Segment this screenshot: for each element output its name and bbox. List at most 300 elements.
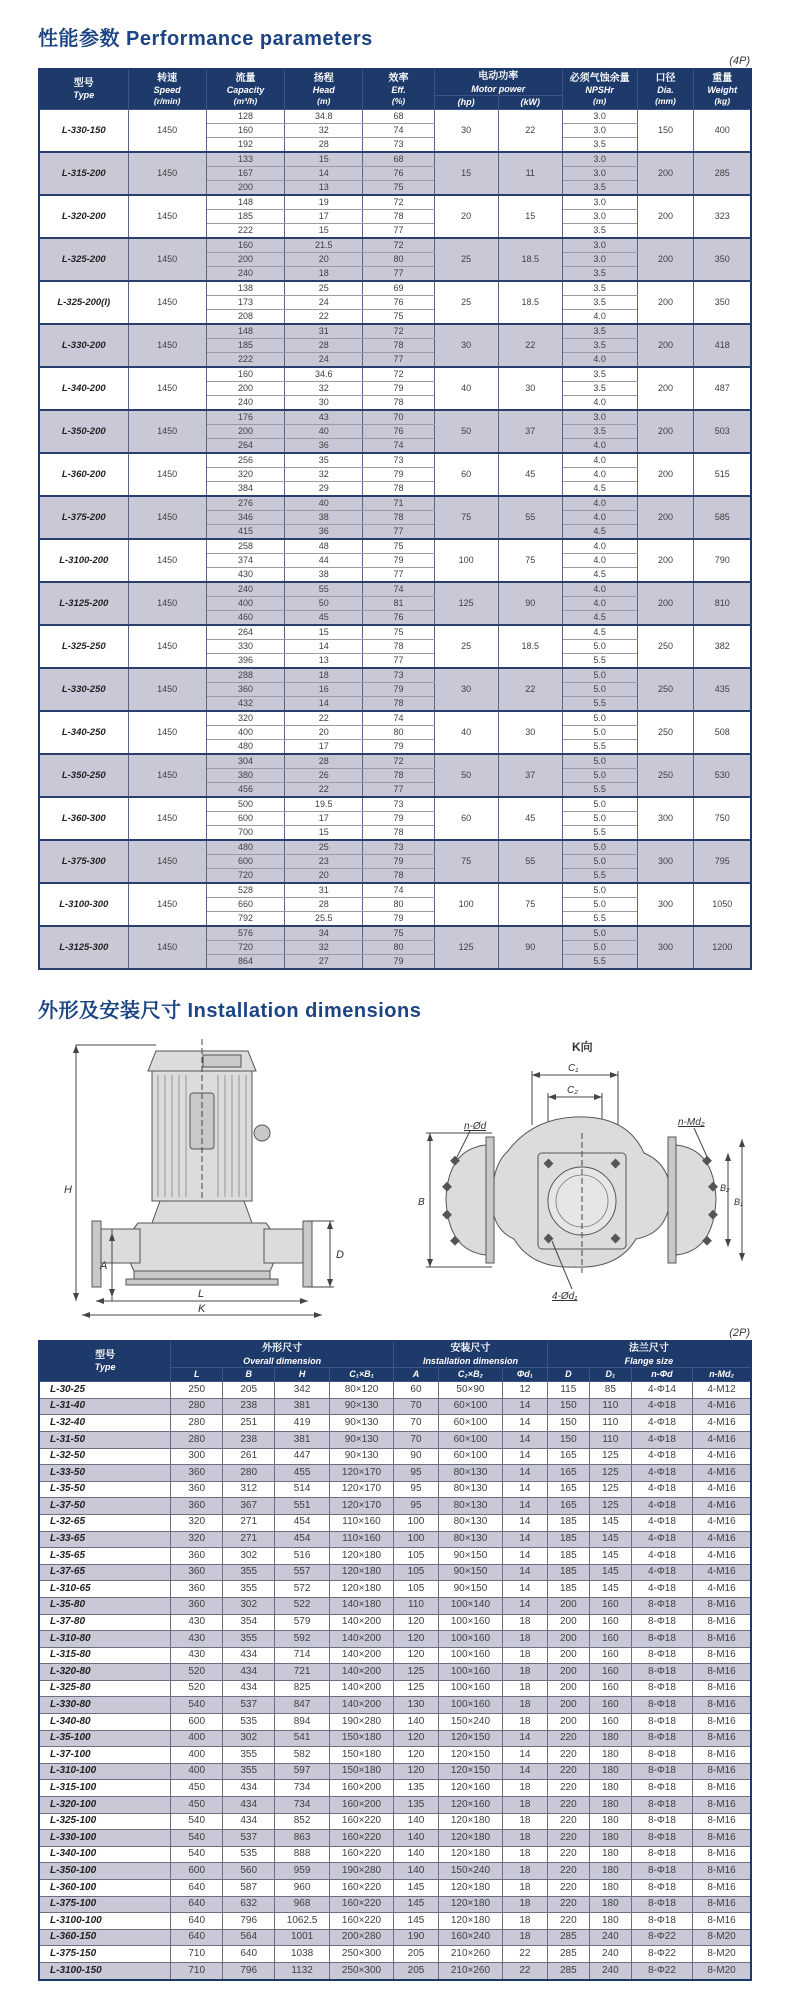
cell-value: 381 bbox=[275, 1431, 330, 1448]
cell-value: 160×220 bbox=[329, 1896, 393, 1913]
cell-value: 582 bbox=[275, 1747, 330, 1764]
cell-value: 18 bbox=[502, 1830, 547, 1847]
cell-head: 32 bbox=[285, 382, 363, 396]
cell-speed: 1450 bbox=[128, 110, 206, 153]
cell-value: 18 bbox=[502, 1664, 547, 1681]
cell-head: 25 bbox=[285, 281, 363, 296]
cell-eff: 79 bbox=[363, 812, 434, 826]
cell-capacity: 720 bbox=[206, 869, 284, 884]
cell-value: 360 bbox=[171, 1548, 223, 1565]
cell-speed: 1450 bbox=[128, 324, 206, 367]
inst-row bbox=[39, 1962, 751, 1979]
cell-value: 710 bbox=[171, 1962, 223, 1979]
cell-value: 8-M16 bbox=[693, 1714, 751, 1731]
cell-capacity: 173 bbox=[206, 296, 284, 310]
cell-value: 537 bbox=[223, 1697, 275, 1714]
cell-value: 200×280 bbox=[329, 1929, 393, 1946]
cell-value: 8-M16 bbox=[693, 1631, 751, 1648]
cell-eff: 75 bbox=[363, 926, 434, 941]
cell-weight: 350 bbox=[694, 238, 751, 281]
cell-value: 8-Φ18 bbox=[631, 1913, 692, 1930]
cell-value: 400 bbox=[171, 1763, 223, 1780]
cell-type: L-325-100 bbox=[39, 1813, 171, 1830]
cell-value: 285 bbox=[547, 1962, 589, 1979]
cell-type: L-375-100 bbox=[39, 1896, 171, 1913]
cell-dia: 300 bbox=[637, 840, 694, 883]
cell-value: 8-M16 bbox=[693, 1647, 751, 1664]
cell-type: L-375-150 bbox=[39, 1946, 171, 1963]
cell-type: L-340-200 bbox=[39, 367, 128, 410]
cell-npshr: 5.5 bbox=[562, 697, 637, 712]
cell-npshr: 3.5 bbox=[562, 138, 637, 153]
cell-value: 360 bbox=[171, 1564, 223, 1581]
cell-capacity: 320 bbox=[206, 711, 284, 726]
inst-row bbox=[39, 1631, 751, 1648]
cell-value: 522 bbox=[275, 1597, 330, 1614]
cell-value: 90×130 bbox=[329, 1448, 393, 1465]
pump-k-view-drawing bbox=[412, 1033, 752, 1323]
perf-row bbox=[39, 883, 751, 898]
cell-eff: 79 bbox=[363, 912, 434, 927]
inst-row bbox=[39, 1730, 751, 1747]
cell-value: 120×160 bbox=[438, 1780, 502, 1797]
cell-value: 579 bbox=[275, 1614, 330, 1631]
cell-type: L-360-200 bbox=[39, 453, 128, 496]
cell-type: L-3100-150 bbox=[39, 1962, 171, 1979]
cell-hp: 125 bbox=[434, 582, 498, 625]
cell-value: 120×180 bbox=[438, 1913, 502, 1930]
cell-value: 8-M16 bbox=[693, 1780, 751, 1797]
cell-value: 354 bbox=[223, 1614, 275, 1631]
cell-value: 120×180 bbox=[438, 1880, 502, 1897]
cell-weight: 350 bbox=[694, 281, 751, 324]
cell-capacity: 384 bbox=[206, 482, 284, 497]
col-d: D₁ bbox=[589, 1368, 631, 1382]
cell-type: L-350-200 bbox=[39, 410, 128, 453]
cell-value: 220 bbox=[547, 1797, 589, 1814]
cell-dia: 250 bbox=[637, 754, 694, 797]
cell-weight: 503 bbox=[694, 410, 751, 453]
cell-value: 592 bbox=[275, 1631, 330, 1648]
cell-capacity: 320 bbox=[206, 468, 284, 482]
cell-type: L-315-100 bbox=[39, 1780, 171, 1797]
cell-eff: 77 bbox=[363, 267, 434, 282]
cell-value: 115 bbox=[547, 1382, 589, 1399]
col-d: D bbox=[547, 1368, 589, 1382]
cell-value: 8-M16 bbox=[693, 1830, 751, 1847]
cell-value: 4-Φ18 bbox=[631, 1564, 692, 1581]
cell-value: 450 bbox=[171, 1780, 223, 1797]
cell-value: 434 bbox=[223, 1797, 275, 1814]
cell-npshr: 3.5 bbox=[562, 224, 637, 239]
cell-kw: 30 bbox=[498, 711, 562, 754]
cell-value: 190×280 bbox=[329, 1714, 393, 1731]
cell-value: 381 bbox=[275, 1398, 330, 1415]
cell-value: 8-Φ18 bbox=[631, 1714, 692, 1731]
cell-value: 251 bbox=[223, 1415, 275, 1432]
cell-eff: 78 bbox=[363, 869, 434, 884]
cell-npshr: 4.0 bbox=[562, 511, 637, 525]
cell-value: 8-M16 bbox=[693, 1597, 751, 1614]
cell-capacity: 192 bbox=[206, 138, 284, 153]
cell-value: 180 bbox=[589, 1797, 631, 1814]
cell-kw: 37 bbox=[498, 754, 562, 797]
cell-weight: 1200 bbox=[694, 926, 751, 969]
cell-speed: 1450 bbox=[128, 668, 206, 711]
cell-value: 8-Φ18 bbox=[631, 1664, 692, 1681]
cell-value: 200 bbox=[547, 1647, 589, 1664]
cell-type: L-32-40 bbox=[39, 1415, 171, 1432]
cell-dia: 200 bbox=[637, 539, 694, 582]
cell-value: 125 bbox=[589, 1498, 631, 1515]
cell-value: 220 bbox=[547, 1913, 589, 1930]
cell-value: 355 bbox=[223, 1564, 275, 1581]
cell-head: 25 bbox=[285, 840, 363, 855]
cell-value: 8-M16 bbox=[693, 1813, 751, 1830]
cell-value: 640 bbox=[171, 1896, 223, 1913]
col-head: 扬程 Head (m) bbox=[285, 69, 363, 110]
cell-capacity: 160 bbox=[206, 124, 284, 138]
cell-value: 600 bbox=[171, 1863, 223, 1880]
cell-value: 60 bbox=[394, 1382, 439, 1399]
cell-value: 4-M16 bbox=[693, 1465, 751, 1482]
cell-value: 165 bbox=[547, 1481, 589, 1498]
cell-value: 240 bbox=[589, 1929, 631, 1946]
cell-npshr: 3.0 bbox=[562, 253, 637, 267]
inst-row bbox=[39, 1714, 751, 1731]
cell-value: 120×160 bbox=[438, 1797, 502, 1814]
cell-value: 18 bbox=[502, 1680, 547, 1697]
cell-eff: 77 bbox=[363, 654, 434, 669]
cell-value: 18 bbox=[502, 1797, 547, 1814]
cell-value: 90×150 bbox=[438, 1548, 502, 1565]
cell-value: 145 bbox=[589, 1514, 631, 1531]
cell-value: 960 bbox=[275, 1880, 330, 1897]
cell-eff: 77 bbox=[363, 224, 434, 239]
cell-value: 14 bbox=[502, 1398, 547, 1415]
cell-value: 852 bbox=[275, 1813, 330, 1830]
cell-value: 14 bbox=[502, 1763, 547, 1780]
perf-row bbox=[39, 496, 751, 511]
inst-row bbox=[39, 1813, 751, 1830]
cell-value: 70 bbox=[394, 1431, 439, 1448]
cell-value: 120 bbox=[394, 1763, 439, 1780]
inst-row bbox=[39, 1763, 751, 1780]
cell-npshr: 5.0 bbox=[562, 683, 637, 697]
inst-row bbox=[39, 1697, 751, 1714]
inst-row bbox=[39, 1929, 751, 1946]
cell-value: 90×130 bbox=[329, 1398, 393, 1415]
cell-value: 180 bbox=[589, 1880, 631, 1897]
dim-label-h: H bbox=[64, 1184, 72, 1197]
cell-value: 150×180 bbox=[329, 1730, 393, 1747]
cell-dia: 200 bbox=[637, 152, 694, 195]
cell-value: 80×130 bbox=[438, 1498, 502, 1515]
cell-type: L-325-80 bbox=[39, 1680, 171, 1697]
cell-head: 22 bbox=[285, 783, 363, 798]
cell-npshr: 4.0 bbox=[562, 582, 637, 597]
cell-value: 4-M16 bbox=[693, 1448, 751, 1465]
cell-dia: 200 bbox=[637, 195, 694, 238]
cell-type: L-330-200 bbox=[39, 324, 128, 367]
cell-capacity: 456 bbox=[206, 783, 284, 798]
cell-value: 520 bbox=[171, 1680, 223, 1697]
cell-value: 4-M16 bbox=[693, 1514, 751, 1531]
cell-value: 271 bbox=[223, 1531, 275, 1548]
cell-value: 847 bbox=[275, 1697, 330, 1714]
cell-dia: 250 bbox=[637, 625, 694, 668]
cell-npshr: 3.0 bbox=[562, 410, 637, 425]
inst-row bbox=[39, 1581, 751, 1598]
cell-value: 14 bbox=[502, 1415, 547, 1432]
cell-speed: 1450 bbox=[128, 410, 206, 453]
cell-type: L-35-65 bbox=[39, 1548, 171, 1565]
cell-value: 18 bbox=[502, 1880, 547, 1897]
cell-value: 360 bbox=[171, 1465, 223, 1482]
cell-value: 14 bbox=[502, 1481, 547, 1498]
cell-value: 145 bbox=[589, 1564, 631, 1581]
cell-value: 514 bbox=[275, 1481, 330, 1498]
cell-value: 320 bbox=[171, 1514, 223, 1531]
cell-head: 28 bbox=[285, 754, 363, 769]
cell-value: 185 bbox=[547, 1581, 589, 1598]
cell-value: 8-Φ18 bbox=[631, 1830, 692, 1847]
cell-value: 220 bbox=[547, 1863, 589, 1880]
cell-value: 180 bbox=[589, 1747, 631, 1764]
cell-speed: 1450 bbox=[128, 281, 206, 324]
cell-hp: 50 bbox=[434, 410, 498, 453]
cell-value: 342 bbox=[275, 1382, 330, 1399]
cell-value: 185 bbox=[547, 1564, 589, 1581]
cell-type: L-375-200 bbox=[39, 496, 128, 539]
cell-head: 13 bbox=[285, 181, 363, 196]
cell-kw: 11 bbox=[498, 152, 562, 195]
cell-value: 535 bbox=[223, 1714, 275, 1731]
cell-head: 19.5 bbox=[285, 797, 363, 812]
cell-eff: 76 bbox=[363, 296, 434, 310]
cell-type: L-30-25 bbox=[39, 1382, 171, 1399]
cell-eff: 79 bbox=[363, 554, 434, 568]
cell-value: 8-M16 bbox=[693, 1680, 751, 1697]
cell-value: 796 bbox=[223, 1913, 275, 1930]
cell-capacity: 430 bbox=[206, 568, 284, 583]
cell-eff: 75 bbox=[363, 539, 434, 554]
cell-weight: 530 bbox=[694, 754, 751, 797]
cell-value: 557 bbox=[275, 1564, 330, 1581]
cell-value: 355 bbox=[223, 1631, 275, 1648]
cell-value: 540 bbox=[171, 1697, 223, 1714]
cell-head: 34.6 bbox=[285, 367, 363, 382]
cell-value: 8-M20 bbox=[693, 1946, 751, 1963]
cell-capacity: 258 bbox=[206, 539, 284, 554]
cell-hp: 40 bbox=[434, 367, 498, 410]
cell-head: 50 bbox=[285, 597, 363, 611]
perf-row bbox=[39, 754, 751, 769]
cell-type: L-325-250 bbox=[39, 625, 128, 668]
cell-value: 4-M16 bbox=[693, 1548, 751, 1565]
cell-value: 80×130 bbox=[438, 1514, 502, 1531]
cell-value: 140 bbox=[394, 1830, 439, 1847]
cell-value: 120 bbox=[394, 1614, 439, 1631]
cell-value: 95 bbox=[394, 1465, 439, 1482]
cell-capacity: 600 bbox=[206, 812, 284, 826]
cell-capacity: 374 bbox=[206, 554, 284, 568]
perf-row bbox=[39, 668, 751, 683]
cell-value: 4-Φ18 bbox=[631, 1548, 692, 1565]
cell-head: 28 bbox=[285, 898, 363, 912]
col-dia: 口径 Dia. (mm) bbox=[637, 69, 694, 110]
cell-eff: 75 bbox=[363, 625, 434, 640]
cell-npshr: 3.0 bbox=[562, 124, 637, 138]
cell-value: 120×180 bbox=[438, 1813, 502, 1830]
cell-head: 34 bbox=[285, 926, 363, 941]
cell-value: 140×200 bbox=[329, 1664, 393, 1681]
cell-value: 60×100 bbox=[438, 1415, 502, 1432]
cell-value: 640 bbox=[223, 1946, 275, 1963]
pole-label-4p: (4P) bbox=[729, 55, 750, 67]
cell-value: 150×240 bbox=[438, 1714, 502, 1731]
cell-value: 100×160 bbox=[438, 1664, 502, 1681]
cell-npshr: 4.0 bbox=[562, 468, 637, 482]
cell-dia: 200 bbox=[637, 324, 694, 367]
cell-npshr: 5.5 bbox=[562, 654, 637, 669]
perf-row bbox=[39, 711, 751, 726]
cell-value: 355 bbox=[223, 1747, 275, 1764]
cell-value: 120 bbox=[394, 1631, 439, 1648]
cell-kw: 90 bbox=[498, 926, 562, 969]
cell-type: L-310-80 bbox=[39, 1631, 171, 1648]
cell-value: 220 bbox=[547, 1763, 589, 1780]
col-speed: 转速 Speed (r/min) bbox=[128, 69, 206, 110]
cell-value: 14 bbox=[502, 1531, 547, 1548]
cell-value: 8-Φ18 bbox=[631, 1730, 692, 1747]
perf-row bbox=[39, 797, 751, 812]
cell-value: 8-Φ18 bbox=[631, 1846, 692, 1863]
cell-value: 140×180 bbox=[329, 1597, 393, 1614]
cell-value: 210×260 bbox=[438, 1962, 502, 1979]
cell-dia: 200 bbox=[637, 238, 694, 281]
cell-value: 360 bbox=[171, 1498, 223, 1515]
cell-value: 140×200 bbox=[329, 1680, 393, 1697]
performance-table bbox=[38, 68, 752, 970]
cell-capacity: 380 bbox=[206, 769, 284, 783]
cell-value: 14 bbox=[502, 1431, 547, 1448]
cell-speed: 1450 bbox=[128, 496, 206, 539]
cell-capacity: 133 bbox=[206, 152, 284, 167]
cell-value: 125 bbox=[394, 1664, 439, 1681]
cell-weight: 487 bbox=[694, 367, 751, 410]
cell-capacity: 432 bbox=[206, 697, 284, 712]
cell-value: 90×130 bbox=[329, 1431, 393, 1448]
inst-row bbox=[39, 1398, 751, 1415]
cell-value: 320 bbox=[171, 1531, 223, 1548]
cell-hp: 25 bbox=[434, 625, 498, 668]
perf-row bbox=[39, 840, 751, 855]
cell-value: 200 bbox=[547, 1680, 589, 1697]
cell-npshr: 5.0 bbox=[562, 711, 637, 726]
cell-npshr: 5.0 bbox=[562, 769, 637, 783]
cell-value: 516 bbox=[275, 1548, 330, 1565]
cell-value: 220 bbox=[547, 1780, 589, 1797]
cell-capacity: 792 bbox=[206, 912, 284, 927]
col-cb: C₂×B₂ bbox=[438, 1368, 502, 1382]
cell-value: 454 bbox=[275, 1531, 330, 1548]
cell-value: 434 bbox=[223, 1647, 275, 1664]
cell-dia: 300 bbox=[637, 883, 694, 926]
dim-label-k: K bbox=[198, 1303, 206, 1316]
cell-capacity: 700 bbox=[206, 826, 284, 841]
cell-value: 434 bbox=[223, 1780, 275, 1797]
cell-value: 90×130 bbox=[329, 1415, 393, 1432]
cell-speed: 1450 bbox=[128, 711, 206, 754]
col-l: L bbox=[171, 1368, 223, 1382]
cell-capacity: 200 bbox=[206, 253, 284, 267]
cell-value: 434 bbox=[223, 1680, 275, 1697]
cell-value: 4-Φ18 bbox=[631, 1465, 692, 1482]
cell-type: L-3100-300 bbox=[39, 883, 128, 926]
cell-value: 8-Φ18 bbox=[631, 1631, 692, 1648]
cell-capacity: 400 bbox=[206, 597, 284, 611]
cell-kw: 22 bbox=[498, 668, 562, 711]
cell-hp: 30 bbox=[434, 668, 498, 711]
cell-type: L-3100-200 bbox=[39, 539, 128, 582]
cell-value: 160×200 bbox=[329, 1797, 393, 1814]
cell-value: 564 bbox=[223, 1929, 275, 1946]
cell-eff: 76 bbox=[363, 167, 434, 181]
cell-value: 888 bbox=[275, 1846, 330, 1863]
cell-value: 100×160 bbox=[438, 1614, 502, 1631]
cell-capacity: 288 bbox=[206, 668, 284, 683]
cell-head: 28 bbox=[285, 138, 363, 153]
cell-value: 1038 bbox=[275, 1946, 330, 1963]
cell-weight: 382 bbox=[694, 625, 751, 668]
cell-weight: 795 bbox=[694, 840, 751, 883]
cell-type: L-360-150 bbox=[39, 1929, 171, 1946]
cell-value: 160×220 bbox=[329, 1813, 393, 1830]
performance-table-body bbox=[39, 110, 751, 970]
cell-value: 640 bbox=[171, 1880, 223, 1897]
cell-type: L-320-200 bbox=[39, 195, 128, 238]
cell-head: 14 bbox=[285, 167, 363, 181]
cell-head: 18 bbox=[285, 668, 363, 683]
cell-eff: 69 bbox=[363, 281, 434, 296]
inst-row bbox=[39, 1415, 751, 1432]
cell-hp: 30 bbox=[434, 324, 498, 367]
cell-capacity: 304 bbox=[206, 754, 284, 769]
cell-value: 210×260 bbox=[438, 1946, 502, 1963]
perf-row bbox=[39, 281, 751, 296]
cell-npshr: 5.0 bbox=[562, 941, 637, 955]
cell-hp: 75 bbox=[434, 840, 498, 883]
inst-row bbox=[39, 1514, 751, 1531]
cell-value: 80×120 bbox=[329, 1382, 393, 1399]
cell-speed: 1450 bbox=[128, 797, 206, 840]
cell-value: 135 bbox=[394, 1797, 439, 1814]
inst-row bbox=[39, 1614, 751, 1631]
cell-value: 587 bbox=[223, 1880, 275, 1897]
col-type2: 型号 Type bbox=[39, 1341, 171, 1382]
cell-eff: 81 bbox=[363, 597, 434, 611]
cell-value: 4-M16 bbox=[693, 1564, 751, 1581]
cell-value: 110 bbox=[589, 1415, 631, 1432]
cell-eff: 79 bbox=[363, 740, 434, 755]
cell-npshr: 4.5 bbox=[562, 625, 637, 640]
inst-row bbox=[39, 1597, 751, 1614]
cell-hp: 50 bbox=[434, 754, 498, 797]
cell-value: 4-Φ18 bbox=[631, 1481, 692, 1498]
cell-dia: 200 bbox=[637, 367, 694, 410]
cell-npshr: 5.5 bbox=[562, 826, 637, 841]
